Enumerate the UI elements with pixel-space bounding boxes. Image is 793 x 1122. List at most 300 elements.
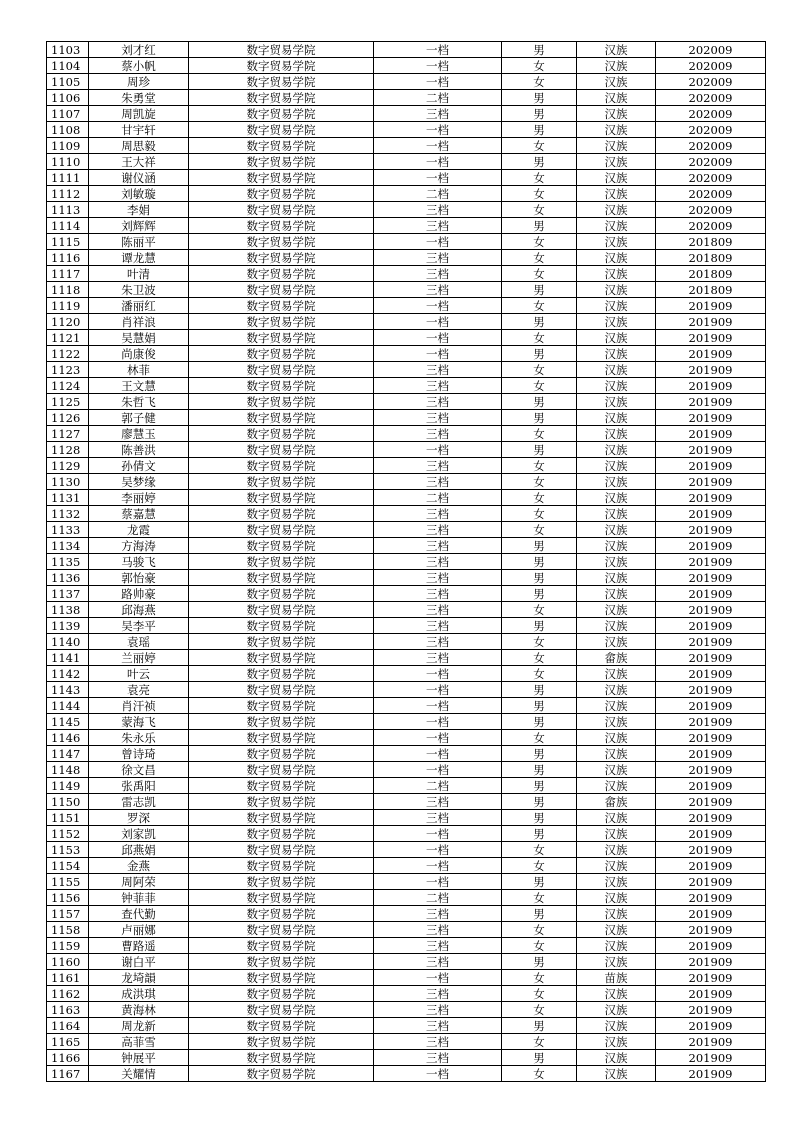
aid-level-cell: 一档 [374,346,502,362]
aid-level-cell: 三档 [374,458,502,474]
record-number-cell: 1117 [47,266,89,282]
table-row [47,714,766,730]
student-name-cell: 谭龙慧 [89,250,189,266]
aid-level-cell: 一档 [374,122,502,138]
ethnicity-cell: 汉族 [577,250,656,266]
aid-level-cell: 二档 [374,890,502,906]
gender-cell: 男 [502,570,577,586]
record-number-cell: 1125 [47,394,89,410]
college-cell: 数字贸易学院 [189,1034,374,1050]
aid-level-cell: 三档 [374,618,502,634]
table-row [47,1034,766,1050]
record-number-cell: 1153 [47,842,89,858]
record-number-cell: 1120 [47,314,89,330]
gender-cell: 女 [502,938,577,954]
college-cell: 数字贸易学院 [189,698,374,714]
enrollment-cohort-cell: 201909 [656,410,766,426]
aid-level-cell: 二档 [374,90,502,106]
aid-level-cell: 三档 [374,202,502,218]
gender-cell: 男 [502,154,577,170]
enrollment-cohort-cell: 201809 [656,266,766,282]
aid-level-cell: 三档 [374,426,502,442]
gender-cell: 男 [502,586,577,602]
ethnicity-cell: 汉族 [577,186,656,202]
college-cell: 数字贸易学院 [189,474,374,490]
table-row [47,106,766,122]
ethnicity-cell: 汉族 [577,554,656,570]
table-row [47,330,766,346]
enrollment-cohort-cell: 201909 [656,298,766,314]
enrollment-cohort-cell: 201909 [656,810,766,826]
gender-cell: 男 [502,714,577,730]
ethnicity-cell: 汉族 [577,154,656,170]
table-row [47,986,766,1002]
record-number-cell: 1156 [47,890,89,906]
student-name-cell: 邱燕娟 [89,842,189,858]
college-cell: 数字贸易学院 [189,506,374,522]
ethnicity-cell: 汉族 [577,458,656,474]
record-number-cell: 1137 [47,586,89,602]
table-row [47,442,766,458]
record-number-cell: 1145 [47,714,89,730]
ethnicity-cell: 汉族 [577,682,656,698]
college-cell: 数字贸易学院 [189,154,374,170]
college-cell: 数字贸易学院 [189,826,374,842]
aid-level-cell: 三档 [374,1002,502,1018]
gender-cell: 女 [502,250,577,266]
record-number-cell: 1147 [47,746,89,762]
aid-level-cell: 一档 [374,762,502,778]
college-cell: 数字贸易学院 [189,602,374,618]
gender-cell: 男 [502,746,577,762]
record-number-cell: 1103 [47,42,89,58]
gender-cell: 女 [502,330,577,346]
record-number-cell: 1146 [47,730,89,746]
ethnicity-cell: 汉族 [577,618,656,634]
record-number-cell: 1104 [47,58,89,74]
student-name-cell: 罗深 [89,810,189,826]
record-number-cell: 1166 [47,1050,89,1066]
aid-level-cell: 三档 [374,474,502,490]
record-number-cell: 1144 [47,698,89,714]
enrollment-cohort-cell: 201909 [656,1034,766,1050]
college-cell: 数字贸易学院 [189,554,374,570]
table-row [47,826,766,842]
enrollment-cohort-cell: 201909 [656,394,766,410]
enrollment-cohort-cell: 201809 [656,234,766,250]
gender-cell: 女 [502,490,577,506]
student-name-cell: 刘辉辉 [89,218,189,234]
student-name-cell: 高菲雪 [89,1034,189,1050]
table-row [47,666,766,682]
student-name-cell: 刘才红 [89,42,189,58]
aid-level-cell: 一档 [374,234,502,250]
student-name-cell: 周思毅 [89,138,189,154]
ethnicity-cell: 汉族 [577,330,656,346]
table-row [47,74,766,90]
aid-level-cell: 一档 [374,874,502,890]
gender-cell: 女 [502,58,577,74]
gender-cell: 男 [502,682,577,698]
table-row [47,346,766,362]
student-name-cell: 廖慧玉 [89,426,189,442]
table-row [47,170,766,186]
ethnicity-cell: 汉族 [577,890,656,906]
college-cell: 数字贸易学院 [189,58,374,74]
record-number-cell: 1133 [47,522,89,538]
ethnicity-cell: 汉族 [577,906,656,922]
student-name-cell: 朱永乐 [89,730,189,746]
table-row [47,154,766,170]
gender-cell: 女 [502,506,577,522]
table-row [47,794,766,810]
enrollment-cohort-cell: 202009 [656,106,766,122]
student-name-cell: 肖汗祯 [89,698,189,714]
student-name-cell: 潘丽红 [89,298,189,314]
college-cell: 数字贸易学院 [189,138,374,154]
aid-level-cell: 一档 [374,74,502,90]
ethnicity-cell: 苗族 [577,970,656,986]
enrollment-cohort-cell: 201909 [656,826,766,842]
gender-cell: 男 [502,106,577,122]
student-name-cell: 郭怡豪 [89,570,189,586]
record-number-cell: 1142 [47,666,89,682]
enrollment-cohort-cell: 201909 [656,794,766,810]
record-number-cell: 1114 [47,218,89,234]
college-cell: 数字贸易学院 [189,362,374,378]
table-row [47,1050,766,1066]
ethnicity-cell: 汉族 [577,810,656,826]
gender-cell: 男 [502,954,577,970]
ethnicity-cell: 汉族 [577,602,656,618]
table-row [47,730,766,746]
aid-level-cell: 一档 [374,298,502,314]
college-cell: 数字贸易学院 [189,730,374,746]
record-number-cell: 1160 [47,954,89,970]
record-number-cell: 1134 [47,538,89,554]
student-name-cell: 关耀情 [89,1066,189,1082]
enrollment-cohort-cell: 201909 [656,858,766,874]
student-name-cell: 肖祥浪 [89,314,189,330]
table-row [47,1018,766,1034]
student-name-cell: 朱勇堂 [89,90,189,106]
ethnicity-cell: 汉族 [577,506,656,522]
college-cell: 数字贸易学院 [189,890,374,906]
student-name-cell: 兰丽婷 [89,650,189,666]
ethnicity-cell: 汉族 [577,1002,656,1018]
ethnicity-cell: 汉族 [577,442,656,458]
student-name-cell: 吴梦缘 [89,474,189,490]
college-cell: 数字贸易学院 [189,906,374,922]
college-cell: 数字贸易学院 [189,714,374,730]
table-row [47,394,766,410]
gender-cell: 女 [502,170,577,186]
aid-level-cell: 三档 [374,538,502,554]
table-row [47,250,766,266]
ethnicity-cell: 汉族 [577,570,656,586]
student-name-cell: 路帅豪 [89,586,189,602]
college-cell: 数字贸易学院 [189,490,374,506]
record-number-cell: 1151 [47,810,89,826]
record-number-cell: 1121 [47,330,89,346]
enrollment-cohort-cell: 201909 [656,714,766,730]
enrollment-cohort-cell: 201909 [656,442,766,458]
student-name-cell: 王大祥 [89,154,189,170]
ethnicity-cell: 汉族 [577,922,656,938]
student-name-cell: 钟展平 [89,1050,189,1066]
aid-level-cell: 一档 [374,682,502,698]
table-row [47,1066,766,1082]
record-number-cell: 1150 [47,794,89,810]
enrollment-cohort-cell: 201909 [656,378,766,394]
gender-cell: 女 [502,666,577,682]
college-cell: 数字贸易学院 [189,1002,374,1018]
enrollment-cohort-cell: 201909 [656,602,766,618]
table-row [47,842,766,858]
record-number-cell: 1123 [47,362,89,378]
table-row [47,698,766,714]
student-name-cell: 朱卫波 [89,282,189,298]
ethnicity-cell: 汉族 [577,874,656,890]
college-cell: 数字贸易学院 [189,586,374,602]
record-number-cell: 1106 [47,90,89,106]
gender-cell: 女 [502,474,577,490]
enrollment-cohort-cell: 202009 [656,154,766,170]
gender-cell: 男 [502,90,577,106]
ethnicity-cell: 汉族 [577,730,656,746]
record-number-cell: 1107 [47,106,89,122]
student-name-cell: 周凯旋 [89,106,189,122]
record-number-cell: 1138 [47,602,89,618]
gender-cell: 男 [502,778,577,794]
college-cell: 数字贸易学院 [189,394,374,410]
student-name-cell: 成洪琪 [89,986,189,1002]
college-cell: 数字贸易学院 [189,666,374,682]
enrollment-cohort-cell: 202009 [656,122,766,138]
college-cell: 数字贸易学院 [189,842,374,858]
enrollment-cohort-cell: 202009 [656,74,766,90]
gender-cell: 男 [502,826,577,842]
enrollment-cohort-cell: 201909 [656,474,766,490]
record-number-cell: 1110 [47,154,89,170]
student-name-cell: 蒙海飞 [89,714,189,730]
college-cell: 数字贸易学院 [189,778,374,794]
college-cell: 数字贸易学院 [189,874,374,890]
student-name-cell: 周珍 [89,74,189,90]
enrollment-cohort-cell: 201909 [656,682,766,698]
gender-cell: 女 [502,138,577,154]
enrollment-cohort-cell: 201909 [656,1002,766,1018]
aid-level-cell: 三档 [374,922,502,938]
ethnicity-cell: 汉族 [577,138,656,154]
ethnicity-cell: 汉族 [577,426,656,442]
college-cell: 数字贸易学院 [189,90,374,106]
college-cell: 数字贸易学院 [189,426,374,442]
table-row [47,314,766,330]
college-cell: 数字贸易学院 [189,378,374,394]
enrollment-cohort-cell: 201809 [656,250,766,266]
record-number-cell: 1111 [47,170,89,186]
table-row [47,874,766,890]
aid-level-cell: 一档 [374,746,502,762]
table-row [47,522,766,538]
record-number-cell: 1130 [47,474,89,490]
ethnicity-cell: 汉族 [577,474,656,490]
aid-level-cell: 一档 [374,42,502,58]
gender-cell: 女 [502,186,577,202]
ethnicity-cell: 汉族 [577,362,656,378]
college-cell: 数字贸易学院 [189,442,374,458]
table-row [47,634,766,650]
ethnicity-cell: 汉族 [577,42,656,58]
table-row [47,538,766,554]
student-name-cell: 袁瑶 [89,634,189,650]
ethnicity-cell: 汉族 [577,298,656,314]
enrollment-cohort-cell: 201909 [656,458,766,474]
college-cell: 数字贸易学院 [189,202,374,218]
enrollment-cohort-cell: 201909 [656,346,766,362]
college-cell: 数字贸易学院 [189,762,374,778]
table-row [47,890,766,906]
gender-cell: 女 [502,634,577,650]
enrollment-cohort-cell: 202009 [656,42,766,58]
enrollment-cohort-cell: 201909 [656,570,766,586]
student-name-cell: 查代勤 [89,906,189,922]
table-row [47,858,766,874]
gender-cell: 男 [502,442,577,458]
college-cell: 数字贸易学院 [189,538,374,554]
aid-level-cell: 三档 [374,266,502,282]
table-row [47,458,766,474]
table-row [47,778,766,794]
table-row [47,186,766,202]
record-number-cell: 1108 [47,122,89,138]
student-name-cell: 龙霞 [89,522,189,538]
record-number-cell: 1128 [47,442,89,458]
gender-cell: 女 [502,842,577,858]
record-number-cell: 1140 [47,634,89,650]
table-row [47,282,766,298]
college-cell: 数字贸易学院 [189,746,374,762]
aid-level-cell: 三档 [374,362,502,378]
college-cell: 数字贸易学院 [189,970,374,986]
student-name-cell: 袁亮 [89,682,189,698]
college-cell: 数字贸易学院 [189,810,374,826]
record-number-cell: 1116 [47,250,89,266]
gender-cell: 男 [502,554,577,570]
record-number-cell: 1155 [47,874,89,890]
record-number-cell: 1115 [47,234,89,250]
ethnicity-cell: 汉族 [577,266,656,282]
aid-level-cell: 三档 [374,394,502,410]
aid-level-cell: 三档 [374,810,502,826]
record-number-cell: 1129 [47,458,89,474]
student-name-cell: 曹路遥 [89,938,189,954]
gender-cell: 男 [502,218,577,234]
college-cell: 数字贸易学院 [189,522,374,538]
record-number-cell: 1165 [47,1034,89,1050]
student-name-cell: 周阿荣 [89,874,189,890]
aid-level-cell: 一档 [374,714,502,730]
student-name-cell: 刘家凯 [89,826,189,842]
student-name-cell: 马骏飞 [89,554,189,570]
student-name-cell: 吴慧娟 [89,330,189,346]
student-name-cell: 卢丽娜 [89,922,189,938]
enrollment-cohort-cell: 201909 [656,874,766,890]
table-row [47,810,766,826]
enrollment-cohort-cell: 201909 [656,586,766,602]
student-name-cell: 郭子健 [89,410,189,426]
record-number-cell: 1167 [47,1066,89,1082]
gender-cell: 女 [502,922,577,938]
ethnicity-cell: 汉族 [577,714,656,730]
enrollment-cohort-cell: 201909 [656,986,766,1002]
college-cell: 数字贸易学院 [189,1050,374,1066]
aid-level-cell: 三档 [374,522,502,538]
enrollment-cohort-cell: 201909 [656,1066,766,1082]
college-cell: 数字贸易学院 [189,314,374,330]
ethnicity-cell: 汉族 [577,826,656,842]
aid-level-cell: 一档 [374,698,502,714]
table-row [47,202,766,218]
college-cell: 数字贸易学院 [189,186,374,202]
enrollment-cohort-cell: 201909 [656,890,766,906]
record-number-cell: 1141 [47,650,89,666]
record-number-cell: 1163 [47,1002,89,1018]
enrollment-cohort-cell: 201909 [656,762,766,778]
ethnicity-cell: 汉族 [577,858,656,874]
student-name-cell: 陈丽平 [89,234,189,250]
record-number-cell: 1131 [47,490,89,506]
student-name-cell: 金燕 [89,858,189,874]
aid-level-cell: 一档 [374,154,502,170]
college-cell: 数字贸易学院 [189,954,374,970]
gender-cell: 女 [502,202,577,218]
gender-cell: 女 [502,362,577,378]
college-cell: 数字贸易学院 [189,570,374,586]
record-number-cell: 1157 [47,906,89,922]
enrollment-cohort-cell: 201909 [656,538,766,554]
aid-level-cell: 二档 [374,186,502,202]
record-number-cell: 1124 [47,378,89,394]
aid-level-cell: 一档 [374,826,502,842]
college-cell: 数字贸易学院 [189,74,374,90]
record-number-cell: 1143 [47,682,89,698]
student-name-cell: 邱海燕 [89,602,189,618]
student-name-cell: 叶清 [89,266,189,282]
aid-level-cell: 三档 [374,634,502,650]
student-name-cell: 王文慧 [89,378,189,394]
aid-level-cell: 三档 [374,986,502,1002]
table-row [47,506,766,522]
ethnicity-cell: 汉族 [577,938,656,954]
enrollment-cohort-cell: 201909 [656,698,766,714]
ethnicity-cell: 汉族 [577,842,656,858]
ethnicity-cell: 汉族 [577,218,656,234]
enrollment-cohort-cell: 202009 [656,186,766,202]
gender-cell: 男 [502,906,577,922]
student-name-cell: 黄海林 [89,1002,189,1018]
enrollment-cohort-cell: 201909 [656,954,766,970]
aid-level-cell: 一档 [374,970,502,986]
record-number-cell: 1119 [47,298,89,314]
aid-level-cell: 一档 [374,666,502,682]
aid-level-cell: 一档 [374,442,502,458]
ethnicity-cell: 汉族 [577,202,656,218]
student-name-cell: 朱哲飞 [89,394,189,410]
aid-level-cell: 三档 [374,602,502,618]
record-number-cell: 1136 [47,570,89,586]
